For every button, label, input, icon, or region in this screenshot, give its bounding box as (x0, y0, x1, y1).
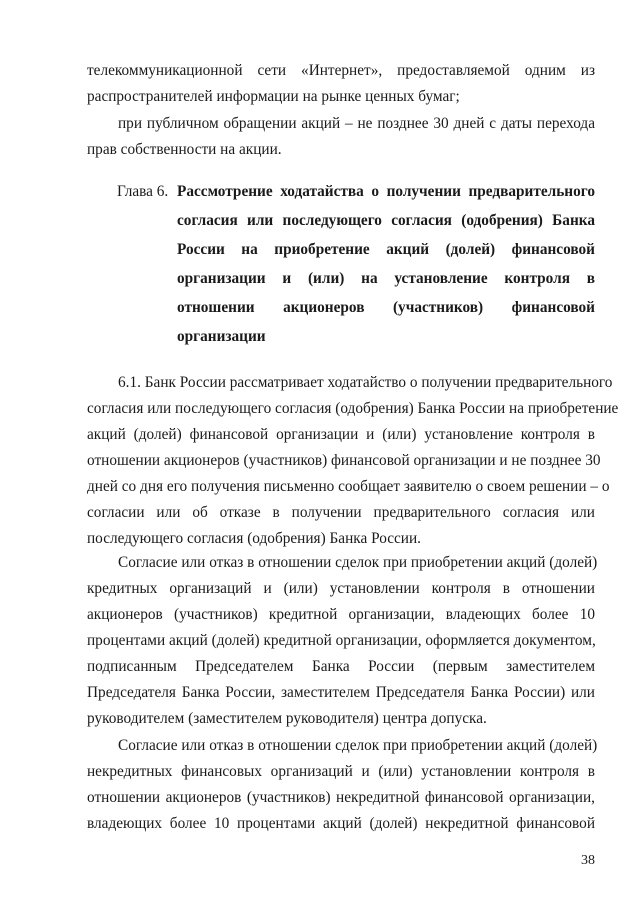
chapter-title (177, 177, 595, 351)
text-line: акционеров (участников) кредитной организации, владеющих более 10 (87, 606, 595, 623)
chapter-label: Глава 6. (117, 183, 169, 200)
paragraph-6-1 (87, 370, 619, 552)
text-line: руководителем (заместителем руководителя) центра допуска. (87, 710, 487, 727)
text-line: распространителей информации на рынке ценных бумаг; (87, 88, 460, 105)
text-line: кредитных организаций и (или) установлении контроля в отношении (87, 580, 595, 597)
title-line: организации (177, 328, 266, 345)
text-line: последующего согласия (одобрения) Банка России. (87, 530, 421, 547)
text-line: Согласие или отказ в отношении сделок при приобретении акций (долей) (118, 554, 598, 571)
text-line: акций (долей) финансовой организации и (или) установление контроля в (87, 426, 595, 443)
intro-paragraph-2 (87, 111, 595, 163)
text-line: прав собственности на акции. (87, 141, 282, 158)
intro-paragraph (87, 58, 595, 110)
text-line: владеющих более 10 процентами акций (долей) некредитной финансовой (87, 815, 595, 832)
paragraph-noncredit-organizations (87, 733, 598, 837)
title-line: Рассмотрение ходатайства о получении предварительного (177, 183, 595, 200)
text-line: согласия или последующего согласия (одобрения) Банка России на приобретение (87, 400, 619, 417)
text-line: отношении акционеров (участников) некредитной финансовой организации, (87, 789, 595, 806)
text-line: некредитных финансовых организаций и (или) установлении контроля в (87, 763, 595, 780)
title-line: отношении акционеров (участников) финансовой (177, 299, 595, 316)
text-line: Согласие или отказ в отношении сделок при приобретении акций (долей) (118, 737, 598, 754)
text-line: дней со дня его получения письменно сообщает заявителю о своем решении – о (87, 478, 610, 495)
text-line: согласии или об отказе в получении предварительного согласия или (87, 504, 595, 521)
title-line: организации и (или) на установление контроля в (177, 270, 595, 287)
page-number: 38 (581, 853, 595, 868)
text-line: процентами акций (долей) кредитной организации, оформляется документом, (87, 632, 596, 649)
paragraph-credit-organizations (87, 550, 598, 732)
text-line: Председателя Банка России, заместителем Председателя Банка России) или (87, 684, 595, 701)
text-line: отношении акционеров (участников) финансовой организации и не позднее 30 (87, 452, 601, 469)
text-line: 6.1. Банк России рассматривает ходатайство о получении предварительного (118, 374, 613, 391)
text-line: подписанным Председателем Банка России (первым заместителем (87, 658, 595, 675)
title-line: России на приобретение акций (долей) финансовой (177, 241, 595, 258)
title-line: согласия или последующего согласия (одобрения) Банка (177, 212, 595, 229)
text-line: телекоммуникационной сети «Интернет», предоставляемой одним из (87, 62, 595, 79)
text-line: при публичном обращении акций – не позднее 30 дней с даты перехода (118, 115, 595, 132)
